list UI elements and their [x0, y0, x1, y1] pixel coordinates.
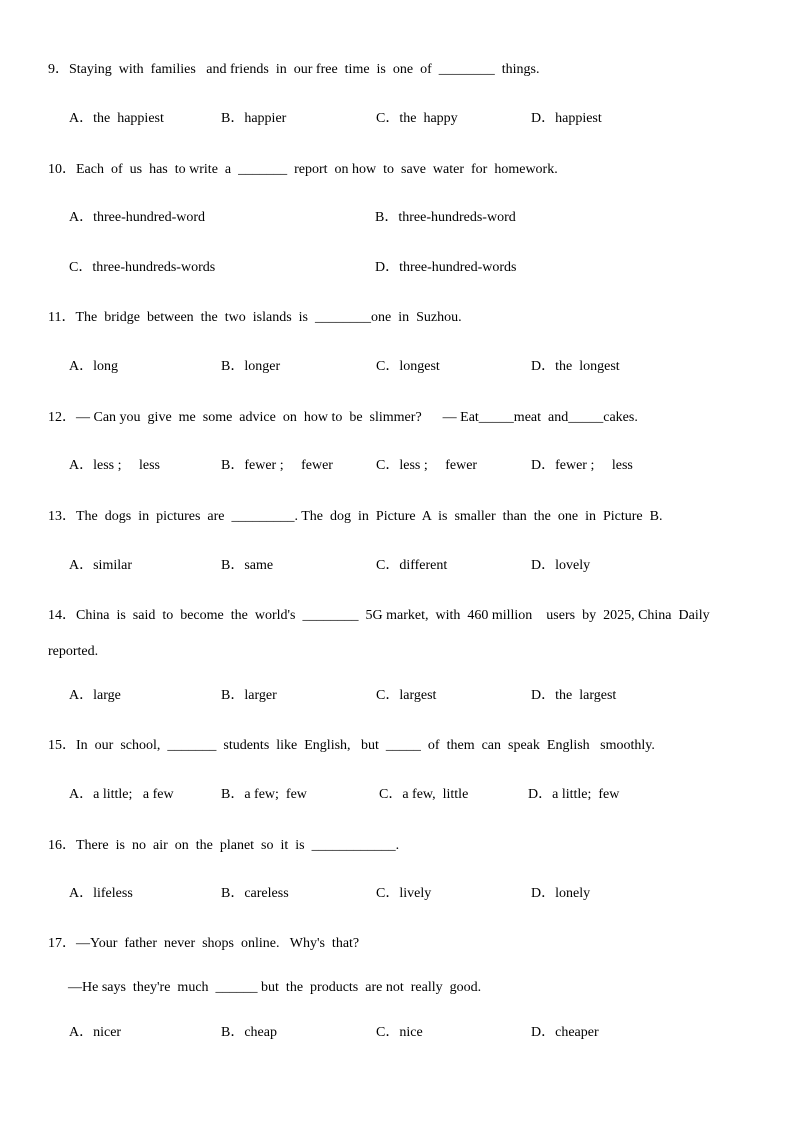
question-10-stem: 10．Each of us has to write a _______ report on how to save water for homework. — [48, 162, 558, 177]
question-11-option-c[interactable]: C．longest — [376, 359, 440, 374]
question-9-option-c[interactable]: C．the happy — [376, 111, 458, 126]
question-15-option-d[interactable]: D．a little; few — [528, 787, 620, 802]
question-12-option-a[interactable]: A．less ; less — [69, 458, 160, 473]
question-13-option-c[interactable]: C．different — [376, 558, 448, 573]
question-15-stem: 15．In our school, _______ students like English, but _____ of them can speak English smoothly. — [48, 738, 655, 753]
question-14-option-d[interactable]: D．the largest — [531, 688, 617, 703]
question-13-option-d[interactable]: D．lovely — [531, 558, 591, 573]
question-17-stem: 17．—Your father never shops online. Why's that? — [48, 936, 360, 951]
question-12-option-d[interactable]: D．fewer ; less — [531, 458, 633, 473]
question-16-stem: 16．There is no air on the planet so it is ____________. — [48, 838, 400, 853]
question-12-option-b[interactable]: B．fewer ; fewer — [221, 458, 333, 473]
question-9-option-b[interactable]: B．happier — [221, 111, 287, 126]
question-16-option-c[interactable]: C．lively — [376, 886, 432, 901]
question-14-stem-continuation: reported. — [48, 644, 99, 659]
question-10-option-c[interactable]: C．three-hundreds-words — [69, 260, 216, 275]
question-11-option-b[interactable]: B．longer — [221, 359, 281, 374]
question-11-option-d[interactable]: D．the longest — [531, 359, 620, 374]
question-13-option-a[interactable]: A．similar — [69, 558, 132, 573]
question-17-option-d[interactable]: D．cheaper — [531, 1025, 599, 1040]
question-17-option-c[interactable]: C．nice — [376, 1025, 423, 1040]
question-12-option-c[interactable]: C．less ; fewer — [376, 458, 478, 473]
question-11-stem: 11．The bridge between the two islands is ________one in Suzhou. — [48, 310, 462, 325]
question-12-stem: 12．— Can you give me some advice on how to be slimmer? — Eat_____meat and_____cakes. — [48, 410, 638, 425]
question-16-option-d[interactable]: D．lonely — [531, 886, 591, 901]
question-14-option-b[interactable]: B．larger — [221, 688, 277, 703]
question-14-stem: 14．China is said to become the world's ________ 5G market, with 460 million users by 2025, China Daily — [48, 608, 710, 623]
question-14-option-a[interactable]: A．large — [69, 688, 121, 703]
question-9-option-a[interactable]: A．the happiest — [69, 111, 164, 126]
question-15-option-c[interactable]: C．a few, little — [379, 787, 469, 802]
question-10-option-a[interactable]: A．three-hundred-word — [69, 210, 206, 225]
question-10-option-b[interactable]: B．three-hundreds-word — [375, 210, 516, 225]
question-9-stem: 9．Staying with families and friends in our free time is one of ________ things. — [48, 62, 540, 77]
question-9-option-d[interactable]: D．happiest — [531, 111, 602, 126]
question-13-stem: 13．The dogs in pictures are _________. The dog in Picture A is smaller than the one in Picture B. — [48, 509, 663, 524]
question-17-stem-continuation: —He says they're much ______ but the products are not really good. — [68, 980, 482, 995]
question-15-option-b[interactable]: B．a few; few — [221, 787, 307, 802]
question-16-option-b[interactable]: B．careless — [221, 886, 289, 901]
question-16-option-a[interactable]: A．lifeless — [69, 886, 133, 901]
question-14-option-c[interactable]: C．largest — [376, 688, 437, 703]
question-17-option-b[interactable]: B．cheap — [221, 1025, 277, 1040]
question-13-option-b[interactable]: B．same — [221, 558, 274, 573]
question-15-option-a[interactable]: A．a little; a few — [69, 787, 174, 802]
question-10-option-d[interactable]: D．three-hundred-words — [375, 260, 517, 275]
question-17-option-a[interactable]: A．nicer — [69, 1025, 122, 1040]
question-11-option-a[interactable]: A．long — [69, 359, 118, 374]
